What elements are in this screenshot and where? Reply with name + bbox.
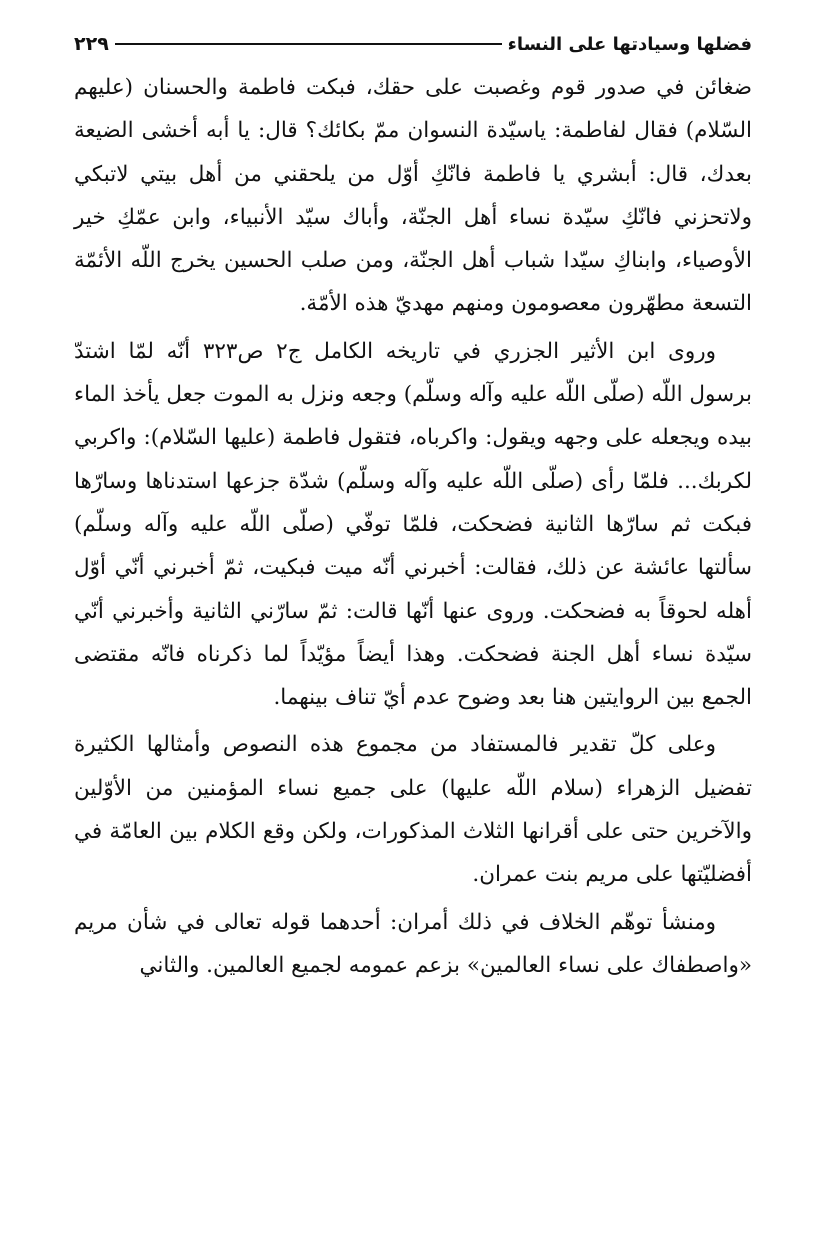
- paragraph: ضغائن في صدور قوم وغصبت على حقك، فبكت فاطمة والحسنان (عليهم السّلام) فقال لفاطمة: ياسيّدة النسوان ممّ بكائك؟ قال: يا أبه أخشى الضيعة بعدك، قال: أبشري يا فاطمة فانّكِ أوّل من يلحقني من أهل بيتي لاتبكي ولاتحزني فانّكِ سيّدة نساء أهل الجنّة، وأباك سيّد الأنبياء، وابن عمّكِ خير الأوصياء، وابناكِ سيّدا شباب أهل الجنّة، ومن صلب الحسين يخرج اللّه الأئمّة التسعة مطهّرون معصومون ومنهم مهديّ هذه الأمّة.: [74, 75, 752, 317]
- page-number: ٢٢٩: [74, 33, 109, 55]
- paragraph: ومنشأ توهّم الخلاف في ذلك أمران: أحدهما قوله تعالى في شأن مريم «واصطفاك على نساء العالمين» بزعم عمومه لجميع العالمين. والثاني: [74, 909, 752, 978]
- book-page: [74, 26, 752, 991]
- running-title: فضلها وسيادتها على النساء: [507, 33, 752, 55]
- header-rule: [115, 43, 502, 45]
- paragraph: وروى ابن الأثير الجزري في تاريخه الكامل ج٢ ص٣٢٣ أنّه لمّا اشتدّ برسول اللّه (صلّى اللّه عليه وآله وسلّم) وجعه ونزل به الموت جعل يأخذ الماء بيده ويجعله على وجهه ويقول: واكرباه، فتقول فاطمة (عليها السّلام): واكربي لكربك... فلمّا رأى (صلّى اللّه عليه وآله وسلّم) شدّة جزعها استدناها وسارّها فبكت ثم سارّها الثانية فضحكت، فلمّا توفّي (صلّى اللّه عليه وآله وسلّم) سألتها عائشة عن ذلك، فقالت: أخبرني أنّه ميت فبكيت، ثمّ أخبرني أنّي أوّل أهله لحوقاً به فضحكت. وروى عنها أنّها قالت: ثمّ سارّني الثانية وأخبرني أنّي سيّدة نساء أهل الجنة فضحكت. وهذا أيضاً مؤيّداً لما ذكرناه فانّه مقتضى الجمع بين الروايتين هنا بعد وضوح عدم أيّ تناف بينهما.: [74, 338, 752, 711]
- running-head: [74, 26, 752, 62]
- paragraph: وعلى كلّ تقدير فالمستفاد من مجموع هذه النصوص وأمثالها الكثيرة تفضيل الزهراء (سلام اللّه عليها) على جميع نساء المؤمنين من الأوّلين والآخرين حتى على أقرانها الثلاث المذكورات، ولكن وقع الكلام بين العامّة في أفضليّتها على مريم بنت عمران.: [74, 732, 752, 888]
- body-text: [74, 66, 752, 987]
